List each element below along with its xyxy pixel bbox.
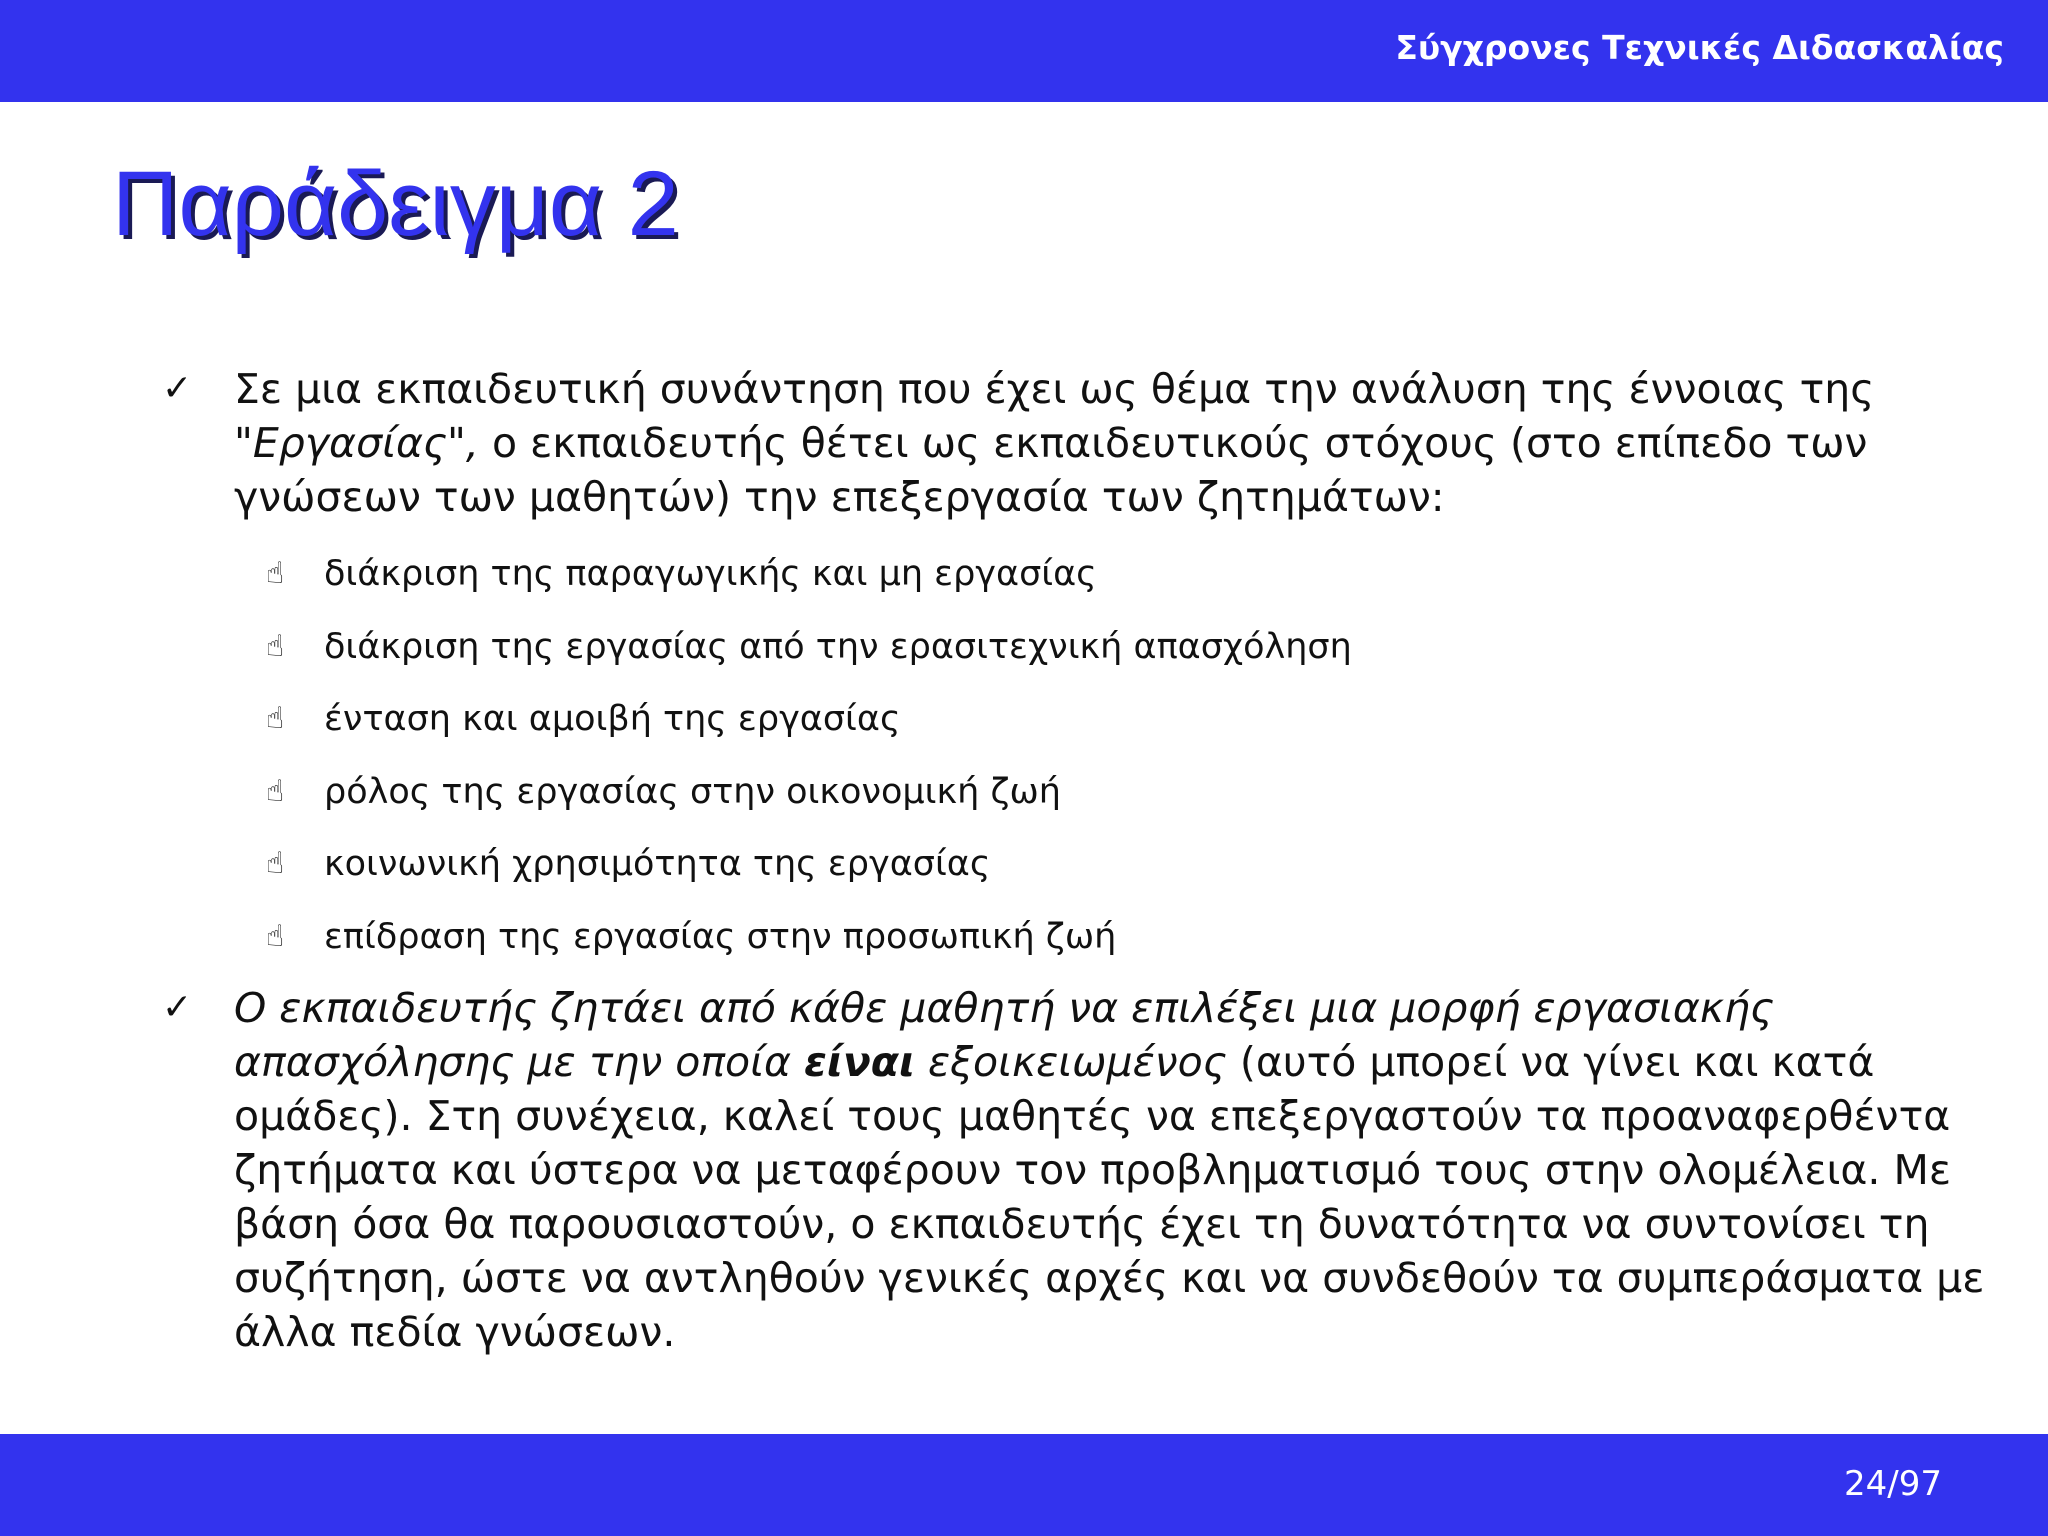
sub-bullet-item — [0, 756, 2048, 829]
sub-bullet-text: επίδραση της εργασίας στην προσωπική ζωή — [324, 916, 1117, 957]
footer-bar — [0, 1434, 2048, 1536]
pointing-hand-icon: ☝ — [266, 773, 285, 809]
slide-content — [0, 362, 2048, 1359]
bullet-2-bold-italic: είναι — [804, 1038, 915, 1086]
bullet-1-text-b: ο εκπαιδευτής θέτει ως εκπαιδευτικούς στόχους (στο επίπεδο των γνώσεων των μαθητών) την επεξεργασία των ζητημάτων: — [234, 419, 1868, 521]
sub-bullet-text: διάκριση της παραγωγικής και μη εργασίας — [324, 554, 1097, 594]
pointing-hand-icon: ☝ — [266, 556, 285, 591]
bullet-2-italic-a: Ο εκπαιδευτής ζητάει από κάθε μαθητή να επιλέξει μια μορφή εργασιακής απασχόλησης με την οποία — [234, 984, 1775, 1086]
pointing-hand-icon: ☝ — [266, 701, 285, 736]
sub-bullet-item — [0, 538, 2048, 611]
bullet-1 — [0, 362, 2048, 524]
sub-bullet-text: ένταση και αμοιβή της εργασίας — [324, 699, 901, 739]
bullet-1-text-a: Σε μια εκπαιδευτική συνάντηση που έχει ως θέμα την ανάλυση της έννοιας της — [234, 365, 1875, 413]
sub-bullet-item — [0, 901, 2048, 974]
bullet-1-italic: "Εργασίας", — [234, 419, 479, 467]
sub-bullet-list — [0, 538, 2048, 973]
header-bar — [0, 0, 2048, 102]
bullet-2-italic-b: εξοικειωμένος — [914, 1038, 1227, 1086]
page-number: 24/97 — [1844, 1464, 1942, 1504]
check-mark-icon: ✓ — [162, 368, 193, 409]
pointing-hand-icon: ☝ — [266, 628, 285, 664]
sub-bullet-item — [0, 611, 2048, 684]
sub-bullet-text: ρόλος της εργασίας στην οικονομική ζωή — [324, 771, 1061, 812]
slide-title: Παράδειγμα 2 — [112, 153, 679, 255]
course-title: Σύγχρονες Τεχνικές Διδασκαλίας — [1395, 28, 2004, 67]
sub-bullet-item — [0, 683, 2048, 756]
sub-bullet-item — [0, 828, 2048, 901]
check-mark-icon: ✓ — [162, 987, 193, 1028]
pointing-hand-icon: ☝ — [266, 918, 285, 954]
bullet-2-text: (αυτό μπορεί να γίνει και κατά ομάδες). Στη συνέχεια, καλεί τους μαθητές να επεξεργαστούν τα προαναφερθέντα ζητήματα και ύστερα να μεταφέρουν τον προβληματισμό τους στην ολομέλεια. Με βάση όσα θα παρουσιαστούν, ο εκπαιδευτής έχει τη δυνατότητα να συντονίσει τη συζήτηση, ώστε να αντληθούν γενικές αρχές και να συνδεθούν τα συμπεράσματα με άλλα πεδία γνώσεων. — [234, 1038, 1985, 1356]
bullet-2 — [0, 981, 2048, 1359]
pointing-hand-icon: ☝ — [266, 846, 285, 881]
sub-bullet-text: διάκριση της εργασίας από την ερασιτεχνική απασχόληση — [324, 626, 1352, 667]
sub-bullet-text: κοινωνική χρησιμότητα της εργασίας — [324, 844, 991, 884]
